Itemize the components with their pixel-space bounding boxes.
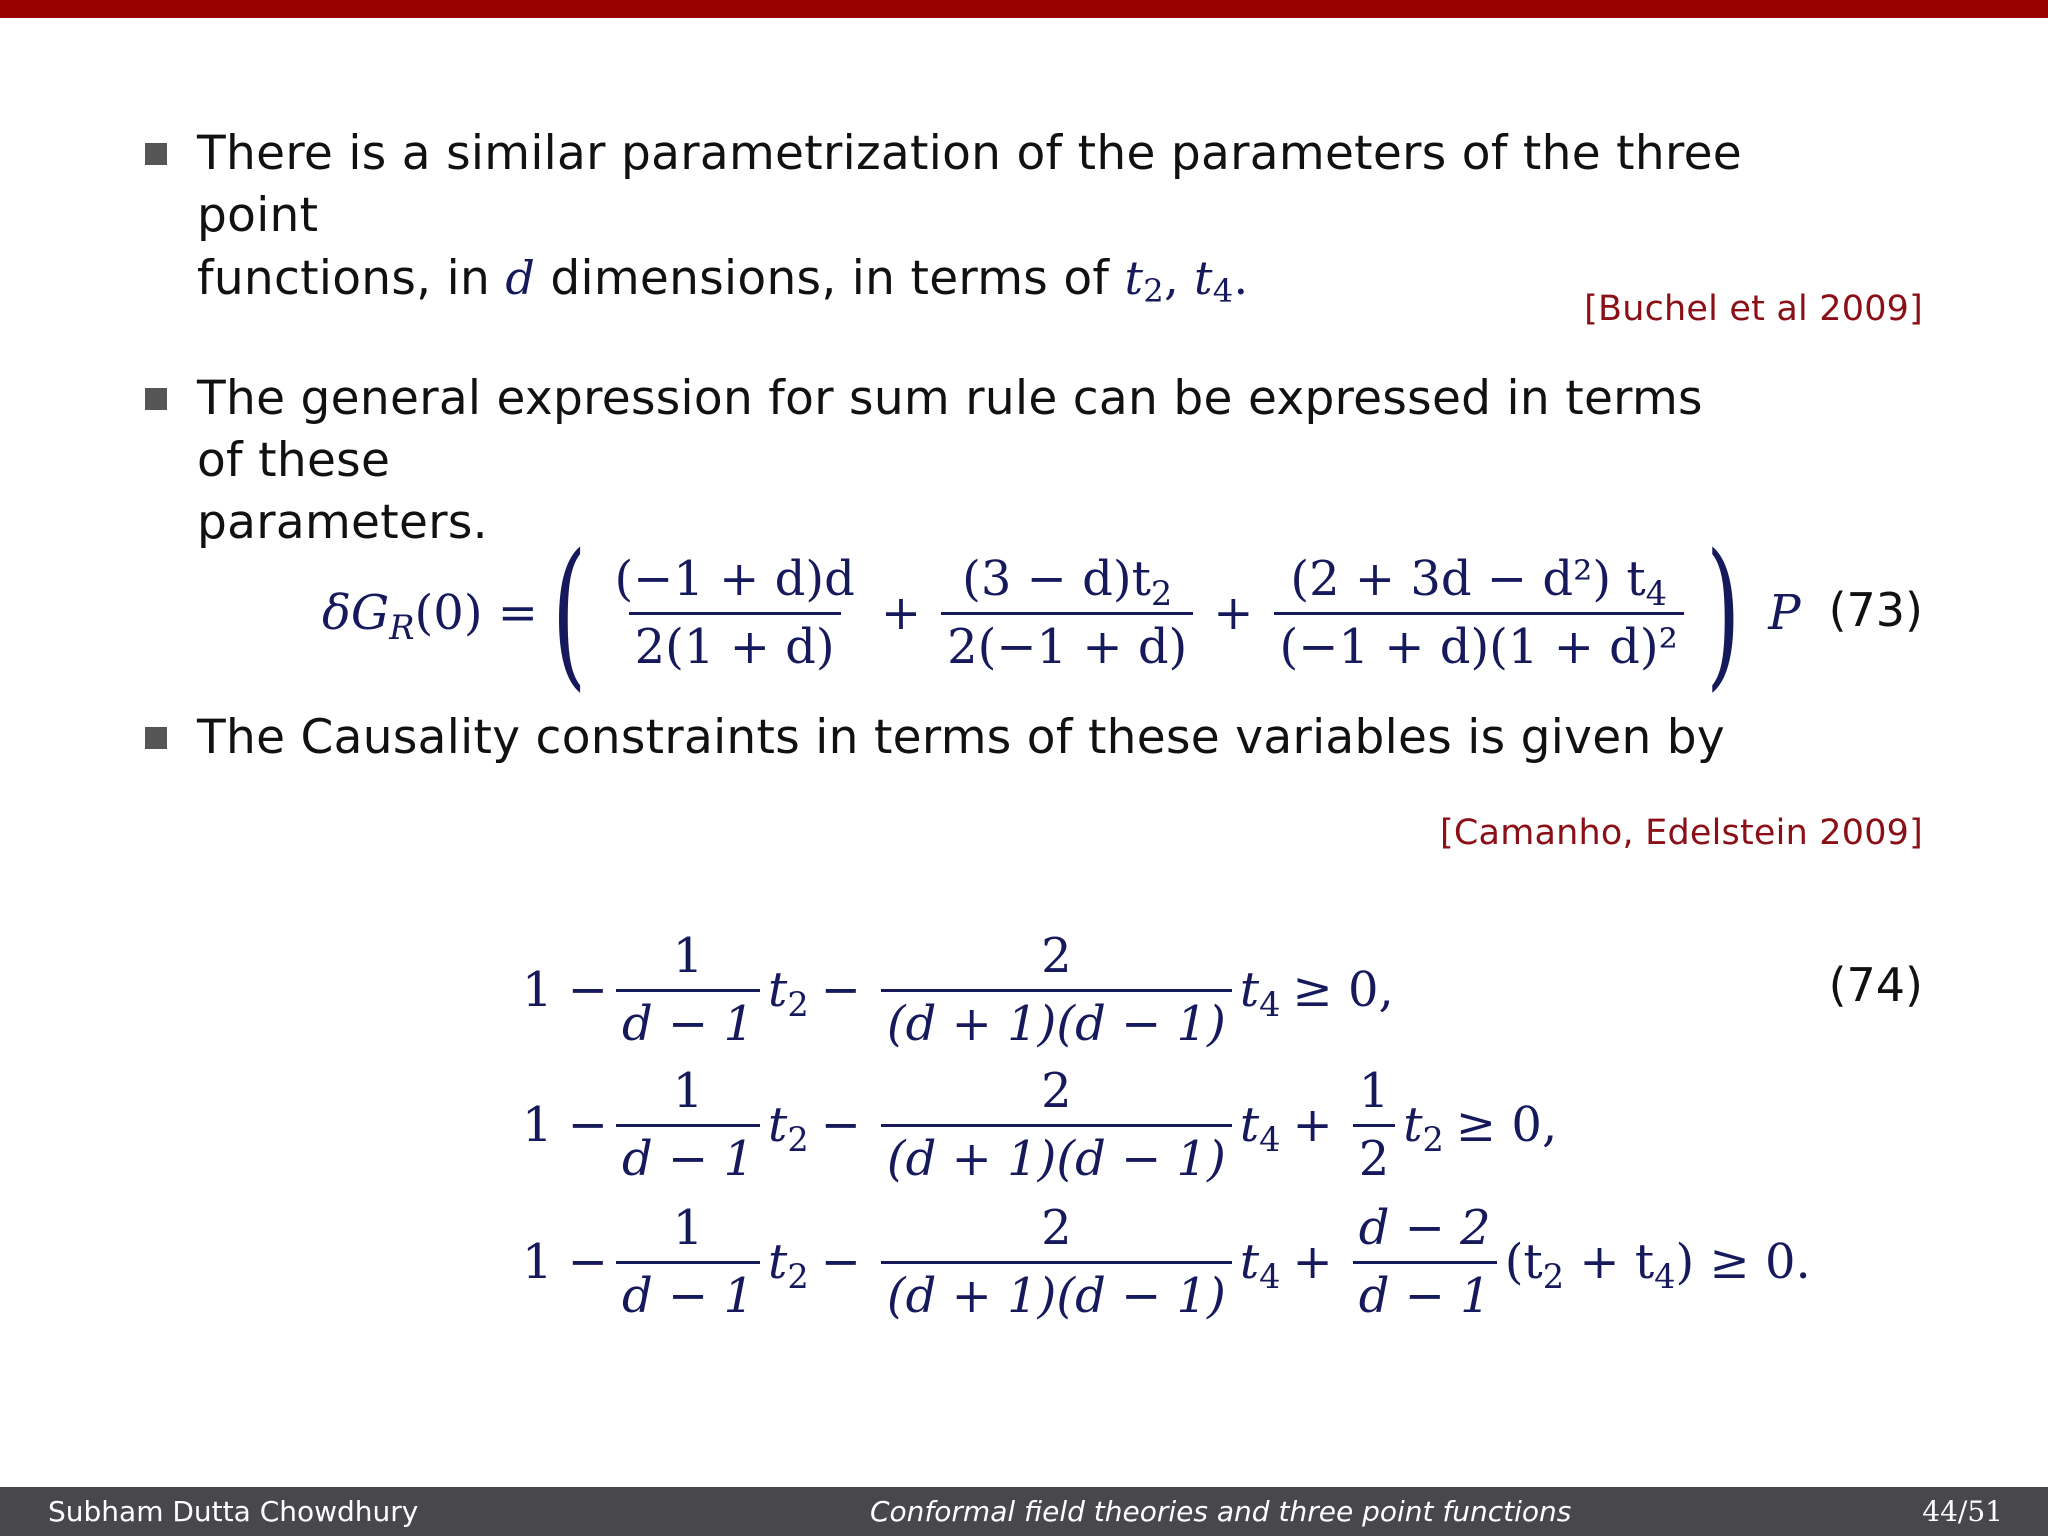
eq74-r3-t4-var: t [1239,1234,1260,1290]
eq74-r1-frac-2 [881,927,1232,1052]
eq74-r2-frac-1-den: d − 1 [616,1124,760,1186]
bullet-1-text [197,123,1757,310]
equation-74-row-2 [522,1060,1557,1190]
eq73-right-paren: ) [1705,519,1741,706]
eq74-r1-t4 [1239,962,1281,1025]
eq73-fraction-2-num-text: (3 − d)t [962,550,1151,607]
eq74-r2-frac-1 [616,1062,760,1187]
eq74-r2-t4-var: t [1239,1097,1260,1153]
math-t2-t4 [1124,251,1249,311]
eq74-r2-frac-1-num: 1 [672,1062,704,1119]
equation-number-73: (73) [1828,583,1923,637]
eq74-r2-t2b-var: t [1403,1097,1423,1153]
eq74-r3-tail: ) ≥ 0. [1675,1234,1811,1290]
eq74-r3-paren-open: (t [1504,1234,1543,1290]
eq74-r2-frac-2 [881,1062,1232,1187]
bullet-2-line-2: parameters. [197,495,488,550]
eq74-r3-minus: − [820,1234,861,1290]
math-t2-sub: 2 [1143,272,1165,311]
eq74-r3-plus-t: + t [1564,1234,1655,1290]
bullet-1-line-2-middle: dimensions, in terms of [550,251,1110,306]
eq74-r1-tail: ≥ 0, [1292,962,1394,1018]
eq73-fraction-1-den: 2(1 + d) [629,612,841,674]
eq73-fraction-2-den: 2(−1 + d) [941,612,1193,674]
eq74-r3-plus: + [1292,1234,1333,1290]
eq74-r1-minus: − [820,962,861,1018]
eq74-r1-t4-var: t [1239,962,1260,1018]
eq74-r2-one-minus: 1 − [522,1097,609,1153]
bullet-3-line-1: The Causality constraints in terms of these variables is given by [197,710,1726,765]
eq74-r3-frac-1 [616,1199,760,1324]
eq74-r3-paren-group [1504,1234,1811,1297]
eq74-r3-one-minus: 1 − [522,1234,609,1290]
eq74-r3-frac-dm2-den: d − 1 [1353,1261,1497,1323]
eq74-r3-frac-1-num: 1 [672,1199,704,1256]
eq73-fraction-3-num [1284,550,1673,613]
eq74-r2-frac-2-den: (d + 1)(d − 1) [881,1124,1232,1186]
eq74-r2-minus: − [820,1097,861,1153]
eq73-fraction-1 [608,550,860,675]
eq74-r1-t4-sub: 4 [1259,985,1281,1025]
eq74-r3-frac-2 [881,1199,1232,1324]
eq74-r2-t2-var: t [768,1097,788,1153]
eq74-r2-t2b [1403,1097,1444,1160]
eq74-r3-frac-2-den: (d + 1)(d − 1) [881,1261,1232,1323]
eq73-fraction-3-num-sub: 4 [1645,573,1667,613]
footer-author: Subham Dutta Chowdhury [48,1495,419,1528]
eq74-r3-frac-dm2-num: d − 2 [1358,1199,1491,1256]
eq74-r3-frac-1-den: d − 1 [616,1261,760,1323]
eq74-r1-frac-2-num: 2 [1041,927,1072,984]
math-t2-var: t [1124,251,1144,305]
eq74-r2-tail: ≥ 0, [1455,1097,1558,1153]
bullet-marker-2 [145,388,167,410]
bullet-2-text [197,368,1757,554]
citation-buchel: [Buchel et al 2009] [1584,289,1923,329]
eq74-r3-paren-t2-sub: 2 [1542,1257,1565,1297]
eq74-r1-frac-1-num: 1 [672,927,704,984]
eq74-r2-plus: + [1292,1097,1333,1153]
eq74-r3-t4-sub: 4 [1259,1257,1281,1297]
eq73-P: P [1768,585,1801,641]
eq74-r1-one-minus: 1 − [522,962,609,1018]
bullet-2-line-1: The general expression for sum rule can be expressed in terms of these [197,371,1703,488]
eq74-r1-t2 [768,962,809,1025]
eq74-r3-paren-t4-sub: 4 [1654,1257,1676,1297]
equation-74-row-3 [522,1197,1811,1327]
math-comma: , [1164,251,1179,305]
footer-bar [0,1487,2048,1536]
citation-camanho: [Camanho, Edelstein 2009] [1440,813,1923,853]
eq73-left-paren: ( [552,519,587,706]
footer-title: Conformal field theories and three point functions [870,1495,1572,1528]
bullet-1-line-1: There is a similar parametrization of the parameters of the three point [197,126,1743,243]
eq74-r3-frac-dm2 [1353,1199,1497,1324]
equation-73 [322,519,1801,706]
eq73-fraction-3-den: (−1 + d)(1 + d)² [1274,612,1684,674]
eq74-r1-frac-2-den: (d + 1)(d − 1) [881,989,1232,1051]
eq73-fraction-3-num-text: (2 + 3d − d²) t [1290,550,1646,607]
eq74-r1-t2-var: t [768,962,788,1018]
math-period: . [1233,251,1249,305]
footer-page-number: 44/51 [1922,1495,2003,1528]
bullet-1-line-2-before: functions, in [197,251,491,306]
eq73-lhs-arg: (0) = [414,585,539,641]
eq74-r3-t2-var: t [768,1234,788,1290]
math-t4-sub: 4 [1212,272,1234,311]
equation-number-74: (74) [1828,958,1923,1012]
bullet-1-line-2 [197,247,1757,310]
eq73-fraction-1-num: (−1 + d)d [614,550,855,607]
bullet-marker-1 [145,143,167,165]
eq74-r2-t2b-sub: 2 [1422,1120,1444,1160]
eq74-r2-frac-half [1353,1062,1396,1187]
eq73-fraction-2-num-sub: 2 [1150,573,1173,613]
eq74-r2-frac-half-num: 1 [1358,1062,1390,1119]
eq74-r1-frac-1 [616,927,760,1052]
eq74-r3-t2-sub: 2 [787,1257,809,1297]
eq74-r1-t2-sub: 2 [787,985,809,1025]
eq74-r1-frac-1-den: d − 1 [616,989,760,1051]
eq74-r2-t2-sub: 2 [787,1120,809,1160]
eq74-r3-t2 [768,1234,809,1297]
eq73-plus-1: + [880,585,922,641]
bullet-marker-3 [145,727,167,749]
eq74-r3-frac-2-num: 2 [1041,1199,1072,1256]
eq74-r3-t4 [1239,1234,1281,1297]
eq73-plus-2: + [1213,585,1254,641]
eq73-lhs-sub: R [389,608,415,648]
eq74-r2-t4-sub: 4 [1259,1120,1281,1160]
eq74-r2-t4 [1239,1097,1281,1160]
eq74-r2-frac-2-num: 2 [1041,1062,1072,1119]
eq74-r2-t2 [768,1097,809,1160]
bullet-3-text [197,707,1757,769]
eq73-fraction-2 [941,550,1193,675]
math-t4-var: t [1193,251,1213,305]
eq73-lhs [322,585,539,648]
eq74-r2-frac-half-den: 2 [1353,1124,1396,1186]
eq73-lhs-delta-g: δG [322,585,390,641]
top-accent-bar [0,0,2048,18]
math-d: d [505,251,536,305]
eq73-fraction-3 [1274,550,1684,675]
eq73-fraction-2-num [956,550,1178,613]
equation-74-row-1 [522,925,1394,1055]
